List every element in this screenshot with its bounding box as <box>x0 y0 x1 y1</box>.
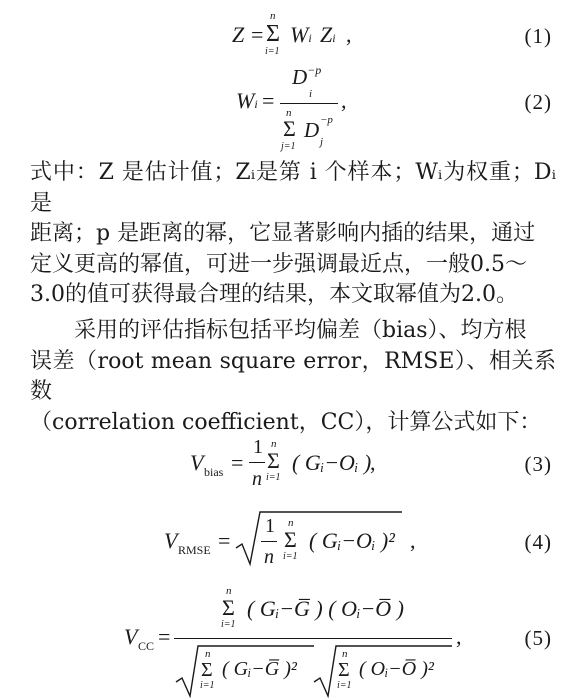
eq1-equals: = <box>251 22 264 47</box>
eq1-number: (1) <box>524 24 552 48</box>
eq2-denominator: D <box>304 118 320 142</box>
eq5-lhs-sub: CC <box>138 639 155 653</box>
eq2-den-sup: −p <box>320 114 333 126</box>
eq4-lhs: V <box>164 528 178 553</box>
eq3-lhs: V <box>190 450 204 475</box>
eq5-den1-body: ( Gᵢ−G̅ )² <box>222 658 297 680</box>
para1-line1: 式中：Z 是估计值；Zᵢ是第 i 个样本；Wᵢ为权重；Dᵢ是 <box>30 160 556 216</box>
eq2-sum-top: n <box>286 107 292 119</box>
eq5-den1-sum-bottom: i=1 <box>200 680 215 691</box>
eq5-comma: , <box>456 624 462 649</box>
eq4-sigma: Σ <box>284 527 297 552</box>
eq2-numerator: $D^{-p}$ <box>292 63 322 89</box>
eq5-numerator: ( Gᵢ−G̅ ) ( Oᵢ−O̅ ) <box>247 596 405 621</box>
eq2-number: (2) <box>524 90 552 114</box>
eq1-lhs: Z <box>232 22 245 47</box>
eq2-num-sub: i <box>309 88 313 100</box>
eq5-lhs: V <box>124 624 138 649</box>
eq1-w: Wi <box>290 22 312 47</box>
eq3-body: ( Gᵢ−Oᵢ ) <box>292 450 372 475</box>
equation-2 <box>0 60 578 160</box>
eq5-fraction-bar <box>174 638 452 639</box>
eq4-body: ( Gᵢ−Oᵢ )² <box>309 528 395 553</box>
para1-line3: 定义更高的幂值，可进一步强调最近点，一般0.5～ <box>30 251 527 277</box>
equation-3 <box>0 432 578 496</box>
eq4-frac-den: n <box>264 546 274 568</box>
eq5-den2-sum-bottom: i=1 <box>337 680 352 691</box>
eq5-num-sum-bottom: i=1 <box>221 619 236 630</box>
eq4-comma: , <box>410 528 416 553</box>
eq2-equals: = <box>262 88 275 113</box>
para1-line2: 距离；p 是距离的幂，它显著影响内插的结果，通过 <box>30 221 536 246</box>
eq5-den2-body: ( Oᵢ−O̅ )² <box>359 658 434 680</box>
eq1-sum-top: n <box>270 10 276 22</box>
paragraph-symbols <box>30 158 556 311</box>
eq1-sigma: Σ <box>266 21 280 47</box>
eq4-sum-bottom: i=1 <box>283 551 298 562</box>
eq2-sigma: Σ <box>283 116 296 141</box>
eq3-frac-den: n <box>252 468 262 490</box>
eq4-number: (4) <box>524 530 552 554</box>
eq4-frac-bar <box>261 541 277 542</box>
eq5-num-sigma: Σ <box>222 595 235 620</box>
eq5-den1-sigma: Σ <box>201 659 213 681</box>
eq5-den2-sigma: Σ <box>338 659 350 681</box>
eq3-sum-bottom: i=1 <box>266 472 281 483</box>
equation-4 <box>0 500 578 580</box>
eq3-comma: , <box>370 450 376 475</box>
eq2-comma: , <box>341 88 347 113</box>
eq5-number: (5) <box>524 626 552 650</box>
eq3-frac-num: 1 <box>253 436 263 458</box>
eq1-z: Zi <box>320 22 336 47</box>
eq5-den2-sum-top: n <box>342 648 348 660</box>
eq3-equals: = <box>231 450 244 475</box>
eq2-lhs: Wi <box>236 88 258 113</box>
equation-5 <box>0 582 578 700</box>
eq4-lhs-sub: RMSE <box>178 543 211 557</box>
eq3-sum-top: n <box>271 438 277 450</box>
eq4-frac-num: 1 <box>265 515 275 537</box>
para1-line4: 3.0的值可获得最合理的结果，本文取幂值为2.0。 <box>30 282 518 307</box>
para2-line1: 采用的评估指标包括平均偏差（bias）、均方根 <box>74 318 527 343</box>
eq1-comma: , <box>346 22 352 47</box>
eq2-den-sub: j <box>320 136 324 148</box>
eq5-den1-sum-top: n <box>205 648 211 660</box>
para2-line3: （correlation coefficient，CC），计算公式如下： <box>30 409 542 435</box>
paragraph-metrics <box>30 316 556 438</box>
eq2-sum-bottom: j=1 <box>281 141 296 152</box>
eq3-lhs-sub: bias <box>204 465 224 479</box>
eq1-sum-bottom: i=1 <box>265 46 280 57</box>
eq2-fraction-bar <box>280 103 338 104</box>
para2-line2: 误差（root mean square error，RMSE）、相关系数 <box>30 348 556 404</box>
eq5-equals: = <box>158 624 171 649</box>
eq3-frac-bar <box>249 462 265 463</box>
eq3-sigma: Σ <box>267 448 280 473</box>
eq4-sum-top: n <box>288 517 294 529</box>
eq3-number: (3) <box>524 452 552 476</box>
eq5-num-sum-top: n <box>226 585 232 597</box>
eq4-equals: = <box>218 528 231 553</box>
